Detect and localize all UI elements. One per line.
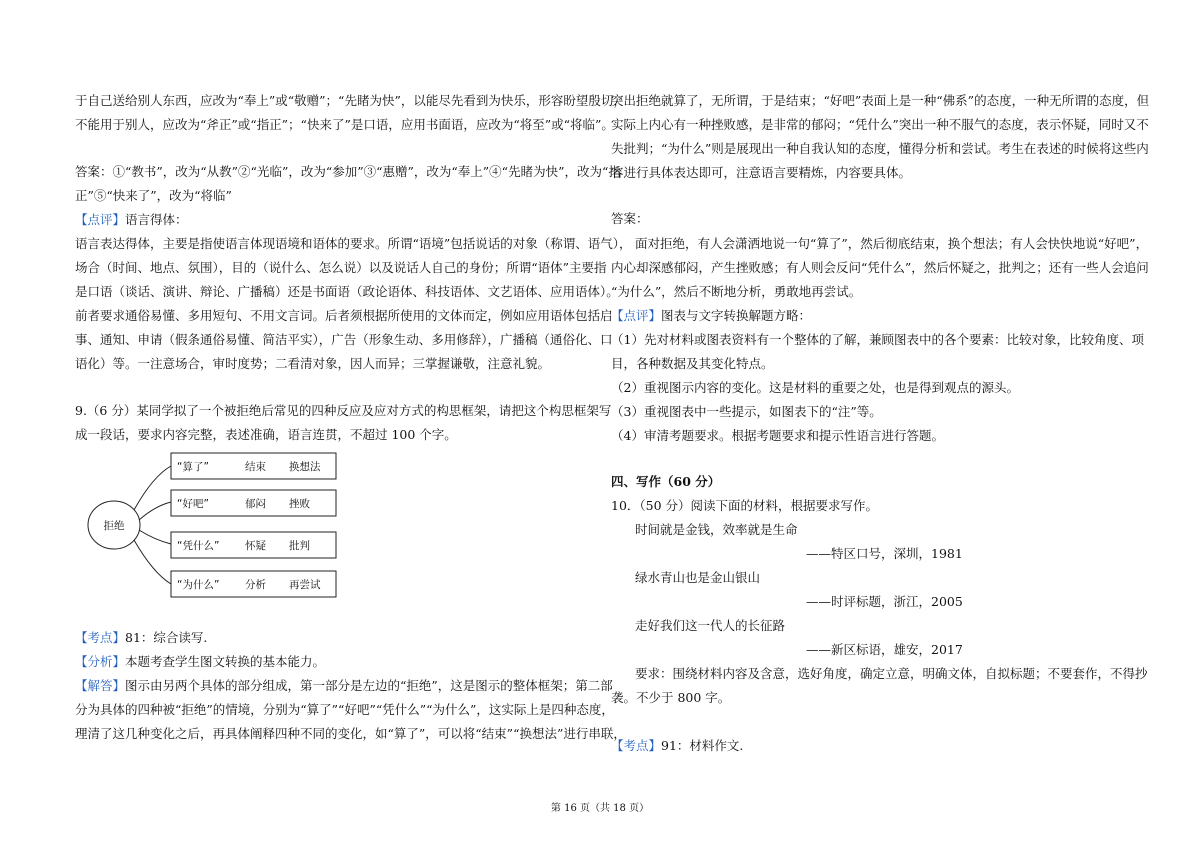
kaodian-text: 81：综合读写. (125, 630, 208, 645)
right-answer-line-1: 面对拒绝，有人会潇洒地说一句“算了”，然后彻底结束，换个想法；有人会快快地说“好吧”， (635, 236, 1149, 251)
tip-line-4: （3）重视图表中一些提示，如图表下的“注”等。 (611, 404, 882, 419)
right-p1-line-2: 实际上内心有一种挫败感，是非常的郁闷；“凭什么”突出一种不服气的态度，表示怀疑，同时又不 (611, 117, 1149, 132)
right-answer-line-2: 内心却深感郁闷，产生挫败感；有人则会反问“凭什么”，然后怀疑之，批判之；还有一些人会追问 (611, 260, 1149, 275)
requirement-line-2: 袭。不少于 800 字。 (611, 690, 731, 705)
section-heading: 四、写作（60 分） (611, 474, 721, 489)
tip-line-3: （2）重视图示内容的变化。这是材料的重要之处，也是得到观点的源头。 (611, 380, 1019, 395)
material-2-text: 绿水青山也是金山银山 (635, 570, 761, 585)
diagram-row-1-feeling: 结束 (245, 461, 266, 473)
tip-line-5: （4）审清考题要求。根据考题要求和提示性语言进行答题。 (611, 428, 944, 443)
right-answer-line-3: “为什么”，然后不断地分析，勇敢地再尝试。 (611, 284, 862, 299)
diagram-row-4-action: 再尝试 (289, 579, 321, 591)
page-footer: 第 16 页（共 18 页） (550, 803, 650, 814)
left-review-line-3: 是口语（谈话、演讲、辩论、广播稿）还是书面语（政论语体、科技语体、文艺语体、应用语体）。 (75, 284, 619, 299)
q9-line-1: 9.（6 分）某同学拟了一个被拒绝后常见的四种反应及应对方式的构思框架，请把这个构思框架写 (75, 403, 612, 418)
fenxi-tag: 【分析】 (75, 654, 126, 669)
right-review-tag: 【点评】 (611, 308, 662, 323)
jieda-tag: 【解答】 (75, 678, 126, 693)
jieda-line-2: 分为具体的四种被“拒绝”的情境，分别为“算了”“好吧”“凭什么”“为什么”，这实际上是四种态度， (75, 702, 614, 717)
material-1-source: ——特区口号，深圳，1981 (806, 546, 963, 561)
diagram-row-4-feeling: 分析 (245, 579, 266, 591)
left-answer-line-2: 正”⑤“快来了”，改为“将临” (75, 188, 232, 203)
right-review-heading (611, 309, 811, 323)
right-p1-line-1: 突出拒绝就算了，无所谓，于是结束；“好吧”表面上是一种“佛系”的态度，一种无所谓的态度，但 (611, 93, 1150, 108)
jieda-line-1 (75, 679, 613, 693)
review-tag: 【点评】 (75, 212, 126, 227)
left-review-line-1: 语言表达得体，主要是指使语言体现语境和语体的要求。所谓“语境”包括说话的对象（称谓、语气）， (75, 236, 632, 251)
diagram-row-3-action: 批判 (289, 540, 310, 552)
left-review-heading (75, 213, 188, 227)
diagram-row-1-reaction: “算了” (177, 461, 209, 473)
diagram-branch-2 (139, 502, 171, 520)
kaodian-line (75, 631, 207, 645)
right-review-title: 图表与文字转换解题方略： (661, 308, 812, 323)
tip-line-1: （1）先对材料或图表资料有一个整体的了解，兼顾图表中的各个要素：比较对象，比较角度、项 (611, 332, 1144, 347)
q10-line: 10．（50 分）阅读下面的材料，根据要求写作。 (611, 498, 879, 513)
diagram-branch-3 (139, 530, 171, 544)
right-p1-line-4: 容进行具体表达即可，注意语言要精炼，内容要具体。 (611, 165, 912, 180)
diagram-row-2-reaction: “好吧” (177, 498, 209, 510)
material-3-source: ——新区标语，雄安，2017 (806, 642, 963, 657)
q9-line-2: 成一段话，要求内容完整，表述准确，语言连贯，不超过 100 个字。 (75, 427, 457, 442)
tip-line-2: 目，各种数据及其变化特点。 (611, 356, 774, 371)
left-answer-line-1: 答案：①“教书”，改为“从教”②“光临”，改为“参加”③“惠赠”，改为“奉上”④“先睹为快”，改为“指 (75, 164, 621, 179)
diagram-row-3-feeling: 怀疑 (245, 540, 266, 552)
right-kaodian-tag: 【考点】 (611, 738, 662, 753)
left-p1-line-1: 于自己送给别人东西，应改为“奉上”或“敬赠”；“先睹为快”，以能尽先看到为快乐，形容盼望殷切， (75, 93, 626, 108)
rejection-diagram (85, 448, 345, 604)
right-answer-label: 答案： (611, 211, 649, 226)
kaodian-tag: 【考点】 (75, 630, 126, 645)
diagram-row-3-reaction: “凭什么” (177, 540, 220, 552)
diagram-branch-4 (134, 540, 171, 584)
jieda-text: 图示由另两个具体的部分组成，第一部分是左边的“拒绝”，这是图示的整体框架；第二部 (125, 678, 613, 693)
material-2-source: ——时评标题，浙江，2005 (806, 594, 963, 609)
fenxi-text: 本题考查学生图文转换的基本能力。 (125, 654, 326, 669)
diagram-row-4-reaction: “为什么” (177, 579, 220, 591)
material-1-text: 时间就是金钱，效率就是生命 (635, 522, 798, 537)
diagram-row-1-action: 换想法 (289, 461, 321, 473)
jieda-line-3: 理清了这几种变化之后，再具体阐释四种不同的变化，如“算了”，可以将“结束”“换想法”进行串联， (75, 726, 626, 741)
right-p1-line-3: 失批判；“为什么”则是展现出一种自我认知的态度，懂得分析和尝试。考生在表述的时候将这些内 (611, 141, 1149, 156)
left-review-line-5: 事、通知、申请（假条通俗易懂、简洁平实），广告（形象生动、多用修辞），广播稿（通俗化、口 (75, 332, 613, 347)
left-review-line-4: 前者要求通俗易懂、多用短句、不用文言词。后者须根据所使用的文体而定，例如应用语体包括启 (75, 308, 613, 323)
right-kaodian-text: 91：材料作文. (661, 738, 744, 753)
diagram-row-2-feeling: 郁闷 (245, 498, 266, 510)
left-review-line-2: 场合（时间、地点、氛围），目的（说什么、怎么说）以及说话人自己的身份；所谓“语体”主要指 (75, 260, 607, 275)
diagram-row-2-action: 挫败 (289, 498, 310, 510)
requirement-line-1: 要求：围绕材料内容及含意，选好角度，确定立意，明确文体，自拟标题；不要套作，不得抄 (635, 666, 1148, 681)
left-review-line-6: 语化）等。一注意场合，审时度势；二看清对象，因人而异；三掌握谦敬，注意礼貌。 (75, 356, 551, 371)
left-p1-line-2: 不能用于别人，应改为“斧正”或“指正”；“快来了”是口语，应用书面语，应改为“将至”或“将临”。 (75, 117, 614, 132)
review-title: 语言得体： (125, 212, 188, 227)
material-3-text: 走好我们这一代人的长征路 (635, 618, 786, 633)
diagram-center-label: 拒绝 (103, 520, 125, 532)
fenxi-line (75, 655, 325, 669)
right-kaodian-line (611, 739, 743, 753)
